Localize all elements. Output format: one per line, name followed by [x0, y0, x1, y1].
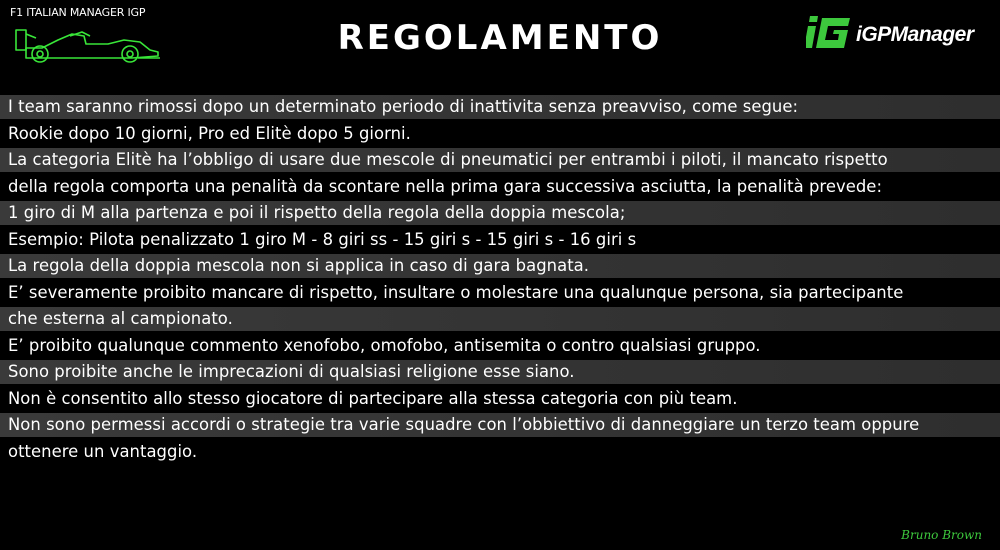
rule-line: La regola della doppia mescola non si applica in caso di gara bagnata. [0, 254, 1000, 278]
league-name: F1 ITALIAN MANAGER IGP [10, 6, 146, 19]
igp-logo [806, 12, 986, 52]
page-title: REGOLAMENTO [337, 18, 663, 58]
author-signature: Bruno Brown [901, 528, 982, 542]
rule-line: Non sono permessi accordi o strategie tra varie squadre con l’obbiettivo di danneggiare un terzo team oppure [0, 413, 1000, 437]
rule-line: Sono proibite anche le imprecazioni di qualsiasi religione esse siano. [0, 360, 1000, 384]
rule-line: che esterna al campionato. [0, 307, 1000, 331]
rule-line: Non è consentito allo stesso giocatore di partecipare alla stessa categoria con più team. [8, 389, 738, 408]
rule-line: 1 giro di M alla partenza e poi il rispetto della regola della doppia mescola; [0, 201, 1000, 225]
igp-logo-icon [806, 12, 854, 52]
rule-line: Esempio: Pilota penalizzato 1 giro M - 8 giri ss - 15 giri s - 15 giri s - 16 giri s [8, 230, 637, 249]
rule-line: La categoria Elitè ha l’obbligo di usare due mescole di pneumatici per entrambi i piloti, il mancato rispetto [0, 148, 1000, 172]
rules-list [0, 95, 1000, 466]
rule-line: Rookie dopo 10 giorni, Pro ed Elitè dopo 5 giorni. [8, 124, 411, 143]
rule-line: E’ proibito qualunque commento xenofobo, omofobo, antisemita o contro qualsiasi gruppo. [8, 336, 761, 355]
igp-brand-name: iGPManager [856, 23, 974, 46]
rule-line: E’ severamente proibito mancare di rispetto, insultare o molestare una qualunque persona, sia partecipante [8, 283, 904, 302]
rule-line: della regola comporta una penalità da scontare nella prima gara successiva asciutta, la penalità prevede: [8, 177, 883, 196]
rule-line: I team saranno rimossi dopo un determinato periodo di inattivita senza preavviso, come segue: [0, 95, 1000, 119]
rule-line: ottenere un vantaggio. [8, 442, 198, 461]
